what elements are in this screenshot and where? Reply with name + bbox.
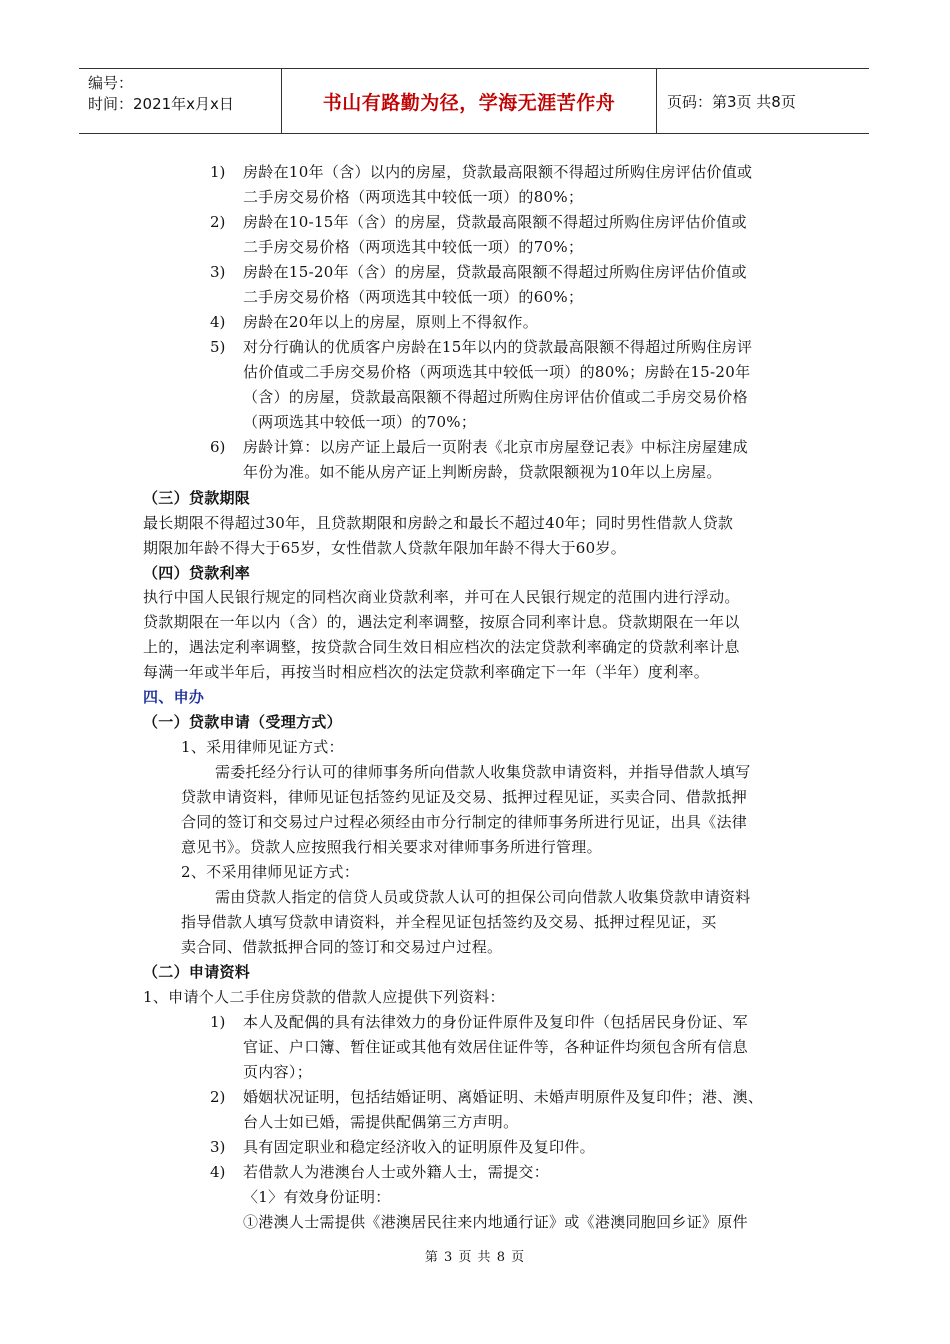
list-item-cont: （含）的房屋，贷款最高限额不得超过所购住房评估价值或二手房交易价格 bbox=[243, 388, 748, 406]
subsection-heading: 2、不采用律师见证方式： bbox=[181, 863, 360, 881]
serial-label: 编号： bbox=[88, 74, 134, 92]
list-number: 5) bbox=[210, 338, 226, 356]
paragraph-line: 指导借款人填写贷款申请资料，并全程见证包括签约及交易、抵押过程见证，买 bbox=[181, 913, 717, 931]
paragraph-line: 贷款期限在一年以内（含）的，遇法定利率调整，按原合同利率计息。贷款期限在一年以 bbox=[143, 613, 740, 631]
header-page-info: 页码：第3页 共8页 bbox=[667, 92, 796, 111]
list-number: 6) bbox=[210, 438, 226, 456]
header-motto: 书山有路勤为径，学海无涯苦作舟 bbox=[282, 69, 657, 133]
section-heading: （一）贷款申请（受理方式） bbox=[143, 713, 342, 731]
list-number: 4) bbox=[210, 313, 226, 331]
paragraph-line: 期限加年龄不得大于65岁，女性借款人贷款年限加年龄不得大于60岁。 bbox=[143, 539, 627, 557]
page-footer: 第 3 页 共 8 页 bbox=[424, 1250, 526, 1265]
list-item-cont: 台人士如已婚，需提供配偶第三方声明。 bbox=[243, 1113, 519, 1131]
chapter-heading: 四、申办 bbox=[143, 688, 205, 706]
list-number: 1) bbox=[210, 1013, 226, 1031]
section-heading: （二）申请资料 bbox=[143, 963, 251, 981]
paragraph-line: 卖合同、借款抵押合同的签订和交易过户过程。 bbox=[181, 938, 503, 956]
list-item-cont: 二手房交易价格（两项选其中较低一项）的60%； bbox=[243, 288, 584, 306]
date-label: 时间：2021年x月x日 bbox=[88, 95, 234, 113]
list-number: 3) bbox=[210, 1138, 226, 1156]
header-meta bbox=[79, 69, 282, 133]
list-number: 4) bbox=[210, 1163, 226, 1181]
list-item: 本人及配偶的具有法律效力的身份证件原件及复印件（包括居民身份证、军 bbox=[243, 1013, 748, 1031]
list-item-cont: 年份为准。如不能从房产证上判断房龄，贷款限额视为10年以上房屋。 bbox=[243, 463, 722, 481]
paragraph-line: 1、申请个人二手住房贷款的借款人应提供下列资料： bbox=[143, 988, 505, 1006]
paragraph-line: 需由贷款人指定的信贷人员或贷款人认可的担保公司向借款人收集贷款申请资料 bbox=[215, 888, 751, 906]
list-item-cont: 估价值或二手房交易价格（两项选其中较低一项）的80%；房龄在15-20年 bbox=[243, 363, 751, 381]
page-header bbox=[79, 68, 869, 134]
list-item-cont: 官证、户口簿、暂住证或其他有效居住证件等，各种证件均须包含所有信息 bbox=[243, 1038, 748, 1056]
section-heading: （三）贷款期限 bbox=[143, 489, 251, 507]
list-item-cont: 〈1〉有效身份证明： bbox=[243, 1188, 391, 1206]
list-item-cont: 二手房交易价格（两项选其中较低一项）的70%； bbox=[243, 238, 584, 256]
list-item: 婚姻状况证明，包括结婚证明、离婚证明、未婚声明原件及复印件；港、澳、 bbox=[243, 1088, 764, 1106]
paragraph-line: 贷款申请资料，律师见证包括签约见证及交易、抵押过程见证，买卖合同、借款抵押 bbox=[181, 788, 748, 806]
paragraph-line: 每满一年或半年后，再按当时相应档次的法定贷款利率确定下一年（半年）度利率。 bbox=[143, 663, 710, 681]
list-item: 对分行确认的优质客户房龄在15年以内的贷款最高限额不得超过所购住房评 bbox=[243, 338, 753, 356]
list-number: 2) bbox=[210, 213, 226, 231]
list-item: 具有固定职业和稳定经济收入的证明原件及复印件。 bbox=[243, 1138, 595, 1156]
paragraph-line: 意见书》。贷款人应按照我行相关要求对律师事务所进行管理。 bbox=[181, 838, 602, 856]
list-item-cont: 页内容）； bbox=[243, 1063, 313, 1081]
section-heading: （四）贷款利率 bbox=[143, 564, 251, 582]
paragraph-line: 执行中国人民银行规定的同档次商业贷款利率，并可在人民银行规定的范围内进行浮动。 bbox=[143, 588, 740, 606]
list-item: 房龄在10年（含）以内的房屋，贷款最高限额不得超过所购住房评估价值或 bbox=[243, 163, 753, 181]
list-item-cont: 二手房交易价格（两项选其中较低一项）的80%； bbox=[243, 188, 584, 206]
list-number: 3) bbox=[210, 263, 226, 281]
list-item-cont: ①港澳人士需提供《港澳居民往来内地通行证》或《港澳同胞回乡证》原件 bbox=[243, 1213, 748, 1231]
list-item-cont: （两项选其中较低一项）的70%； bbox=[243, 413, 477, 431]
list-item: 房龄在20年以上的房屋，原则上不得叙作。 bbox=[243, 313, 539, 331]
subsection-heading: 1、采用律师见证方式： bbox=[181, 738, 344, 756]
list-number: 2) bbox=[210, 1088, 226, 1106]
paragraph-line: 上的，遇法定利率调整，按贷款合同生效日相应档次的法定贷款利率确定的贷款利率计息 bbox=[143, 638, 740, 656]
paragraph-line: 合同的签订和交易过户过程必须经由市分行制定的律师事务所进行见证，出具《法律 bbox=[181, 813, 748, 831]
paragraph-line: 需委托经分行认可的律师事务所向借款人收集贷款申请资料，并指导借款人填写 bbox=[215, 763, 751, 781]
list-item: 房龄在10-15年（含）的房屋，贷款最高限额不得超过所购住房评估价值或 bbox=[243, 213, 747, 231]
list-item: 房龄计算：以房产证上最后一页附表《北京市房屋登记表》中标注房屋建成 bbox=[243, 438, 748, 456]
list-number: 1) bbox=[210, 163, 226, 181]
paragraph-line: 最长期限不得超过30年，且贷款期限和房龄之和最长不超过40年；同时男性借款人贷款 bbox=[143, 514, 734, 532]
list-item: 房龄在15-20年（含）的房屋，贷款最高限额不得超过所购住房评估价值或 bbox=[243, 263, 747, 281]
list-item: 若借款人为港澳台人士或外籍人士，需提交： bbox=[243, 1163, 550, 1181]
